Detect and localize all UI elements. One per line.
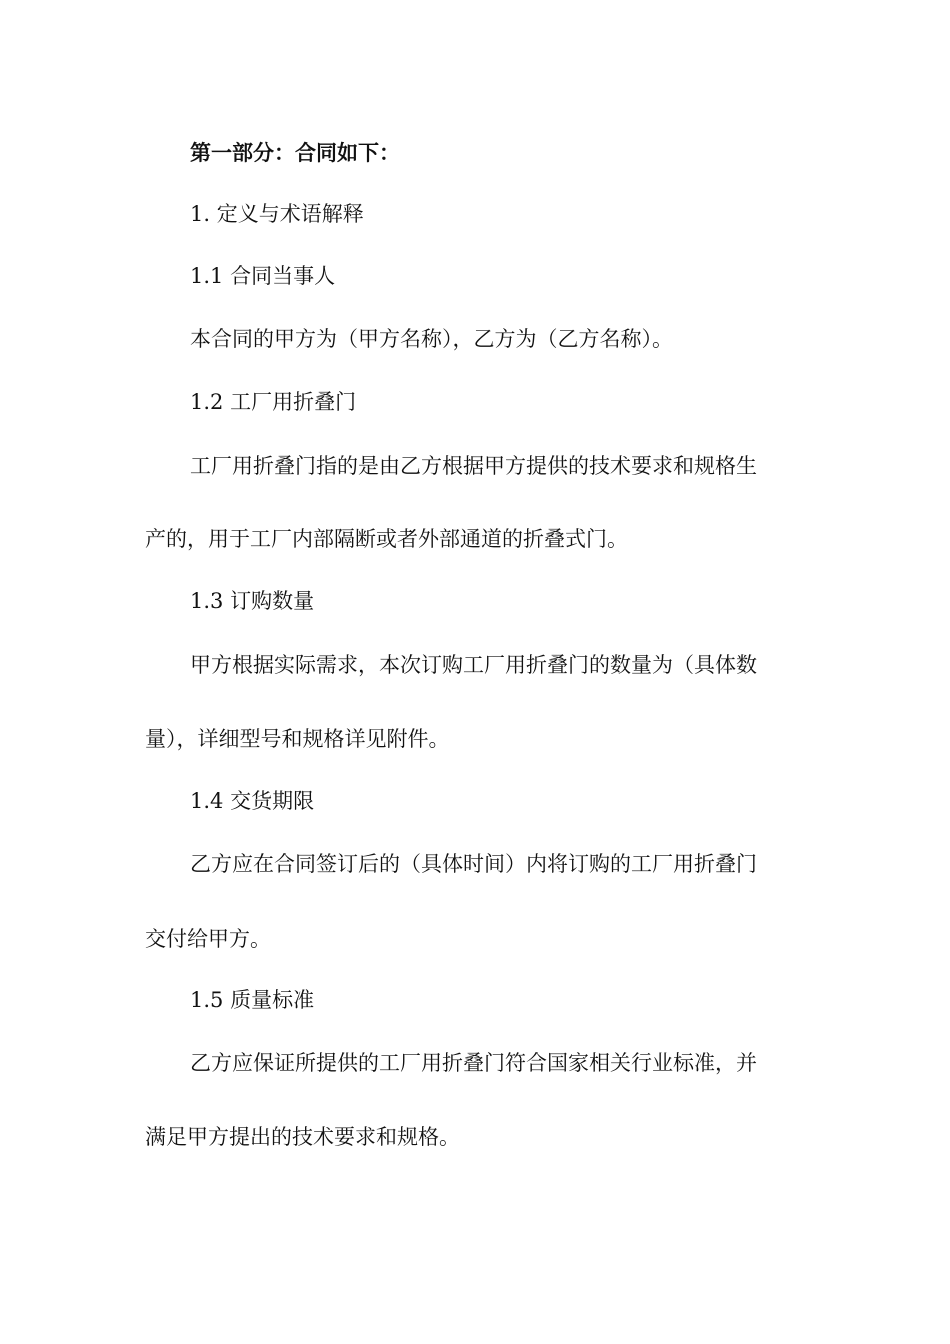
subsection-title: 1.3 订购数量 [190,589,315,613]
paragraph-line: 量），详细型号和规格详见附件。 [145,727,450,751]
paragraph-line: 甲方根据实际需求，本次订购工厂用折叠门的数量为（具体数 [190,653,757,677]
part-heading: 第一部分：合同如下： [190,141,400,165]
paragraph-line: 产的，用于工厂内部隔断或者外部通道的折叠式门。 [145,527,628,551]
subsection-title: 1.2 工厂用折叠门 [190,390,357,414]
paragraph-line: 乙方应在合同签订后的（具体时间）内将订购的工厂用折叠门 [190,852,757,876]
paragraph-line: 工厂用折叠门指的是由乙方根据甲方提供的技术要求和规格生 [190,454,757,478]
paragraph-line: 交付给甲方。 [145,927,271,951]
subsection-title: 1.1 合同当事人 [190,264,336,288]
subsection-title: 1.5 质量标准 [190,988,315,1012]
paragraph-line: 乙方应保证所提供的工厂用折叠门符合国家相关行业标准，并 [190,1051,757,1075]
subsection-title: 1.4 交货期限 [190,789,315,813]
section-title: 1. 定义与术语解释 [190,202,364,226]
paragraph-line: 本合同的甲方为（甲方名称），乙方为（乙方名称）。 [190,327,673,351]
paragraph-line: 满足甲方提出的技术要求和规格。 [145,1125,460,1149]
